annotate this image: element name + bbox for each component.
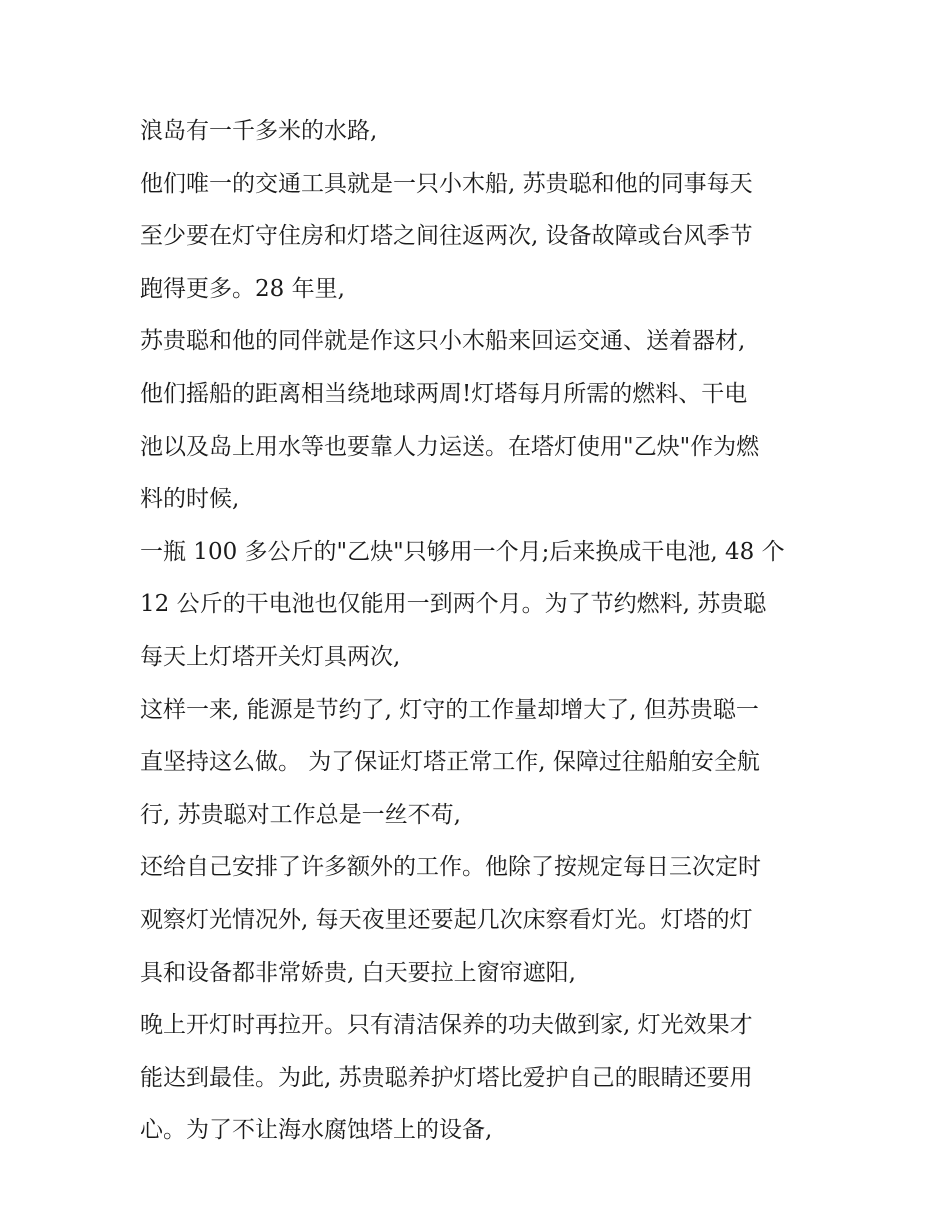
text-line: 具和设备都非常娇贵, 白天要拉上窗帘遮阳,	[140, 959, 576, 986]
text-line: 至少要在灯守住房和灯塔之间往返两次, 设备故障或台风季节	[140, 223, 753, 250]
text-line: 苏贵聪和他的同伴就是作这只小木船来回运交通、送着器材,	[140, 328, 746, 355]
text-line: 还给自己安排了许多额外的工作。他除了按规定每日三次定时	[140, 854, 761, 881]
text-line: 观察灯光情况外, 每天夜里还要起几次床察看灯光。灯塔的灯	[140, 906, 753, 933]
text-line: 跑得更多。28 年里,	[140, 275, 345, 302]
text-line: 料的时候,	[140, 486, 240, 513]
text-line: 他们唯一的交通工具就是一只小木船, 苏贵聪和他的同事每天	[140, 170, 753, 197]
text-line: 12 公斤的干电池也仅能用一到两个月。为了节约燃料, 苏贵聪	[140, 591, 767, 618]
text-line: 心。为了不让海水腐蚀塔上的设备,	[140, 1117, 493, 1144]
text-line: 池以及岛上用水等也要靠人力运送。在塔灯使用"乙炔"作为燃	[140, 433, 760, 460]
text-line: 一瓶 100 多公斤的"乙炔"只够用一个月;后来换成干电池, 48 个	[140, 538, 785, 565]
text-line: 行, 苏贵聪对工作总是一丝不苟,	[140, 801, 461, 828]
body-text	[140, 105, 820, 1157]
text-line: 晚上开灯时再拉开。只有清洁保养的功夫做到家, 灯光效果才	[140, 1012, 753, 1039]
text-line: 他们摇船的距离相当绕地球两周!灯塔每月所需的燃料、干电	[140, 380, 748, 407]
text-line: 直坚持这么做。 为了保证灯塔正常工作, 保障过往船舶安全航	[140, 749, 760, 776]
text-line: 能达到最佳。为此, 苏贵聪养护灯塔比爱护自己的眼睛还要用	[140, 1064, 753, 1091]
text-line: 浪岛有一千多米的水路,	[140, 118, 378, 144]
text-line: 每天上灯塔开关灯具两次,	[140, 643, 401, 670]
text-line: 这样一来, 能源是节约了, 灯守的工作量却增大了, 但苏贵聪一	[140, 696, 759, 723]
